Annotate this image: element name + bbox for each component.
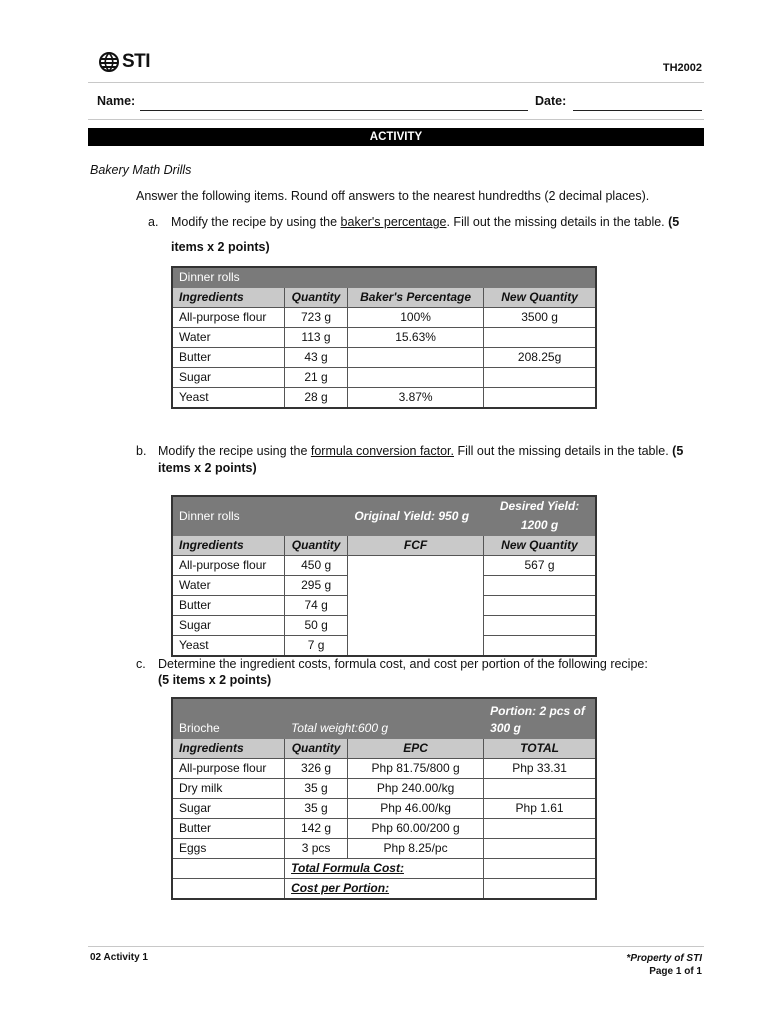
fcf-answer-cell[interactable] <box>348 556 484 657</box>
table-row <box>172 799 596 819</box>
answer-cell[interactable] <box>347 348 483 368</box>
cost-per-portion-label: Cost per Portion: <box>285 879 484 900</box>
cell: 723 g <box>285 308 348 328</box>
total-weight: Total weight:600 g <box>285 698 484 739</box>
answer-cell[interactable] <box>484 328 596 348</box>
globe-icon <box>98 51 120 73</box>
answer-cell[interactable] <box>484 368 596 388</box>
col-header: New Quantity <box>484 536 596 556</box>
cell: 35 g <box>285 799 348 819</box>
footer-right <box>626 952 702 978</box>
item-a-points: (5 <box>668 215 680 229</box>
col-header: Ingredients <box>172 739 285 759</box>
table-row <box>172 348 596 368</box>
cell: Butter <box>172 596 285 616</box>
cell: Php 240.00/kg <box>348 779 484 799</box>
col-header: Ingredients <box>172 536 285 556</box>
footer-page: Page 1 of 1 <box>649 966 702 977</box>
answer-cell[interactable] <box>484 636 596 657</box>
answer-cell[interactable] <box>484 839 596 859</box>
table-row <box>172 556 596 576</box>
table-c-title: Brioche <box>172 698 285 739</box>
cell: All-purpose flour <box>172 308 285 328</box>
item-c-letter: c. <box>136 657 146 671</box>
name-label: Name: <box>97 94 136 108</box>
answer-cell[interactable] <box>484 859 596 879</box>
item-b-points-cont: items x 2 points) <box>158 461 257 475</box>
footer-divider <box>88 946 704 947</box>
cell: Yeast <box>172 388 285 409</box>
table-row <box>172 328 596 348</box>
section-title: Bakery Math Drills <box>90 163 192 177</box>
cell: Butter <box>172 819 285 839</box>
table-bakers-percentage <box>171 266 597 409</box>
cell: Dry milk <box>172 779 285 799</box>
cell: Butter <box>172 348 285 368</box>
col-header: Baker's Percentage <box>347 288 483 308</box>
cell: 100% <box>347 308 483 328</box>
table-row <box>172 839 596 859</box>
table-formula-conversion <box>171 495 597 657</box>
cell: Sugar <box>172 368 285 388</box>
original-yield: Original Yield: 950 g <box>285 496 484 536</box>
col-header: Quantity <box>285 288 348 308</box>
table-row <box>172 388 596 409</box>
table-row <box>172 779 596 799</box>
table-row <box>172 819 596 839</box>
table-brioche-cost <box>171 697 597 900</box>
col-header: Quantity <box>285 536 348 556</box>
cell: Php 1.61 <box>484 799 596 819</box>
cell: Php 81.75/800 g <box>348 759 484 779</box>
item-a-points-cont: items x 2 points) <box>171 240 270 254</box>
cell: 28 g <box>285 388 348 409</box>
header-divider <box>88 82 704 83</box>
cell: 113 g <box>285 328 348 348</box>
cell: All-purpose flour <box>172 556 285 576</box>
item-a-text-post: . Fill out the missing details in the table. <box>446 215 669 229</box>
cell: 3 pcs <box>285 839 348 859</box>
table-a-title: Dinner rolls <box>172 267 596 288</box>
cell: Sugar <box>172 616 285 636</box>
cell: Eggs <box>172 839 285 859</box>
table-row <box>172 859 596 879</box>
table-b-title: Dinner rolls <box>172 496 285 536</box>
cell: Php 33.31 <box>484 759 596 779</box>
cell: 3500 g <box>484 308 596 328</box>
cell: Php 46.00/kg <box>348 799 484 819</box>
answer-cell[interactable] <box>484 388 596 409</box>
item-a-link: baker's percentage <box>340 215 447 229</box>
item-a-text-pre: Modify the recipe by using the <box>171 215 341 229</box>
portion: Portion: 2 pcs of 300 g <box>484 698 596 739</box>
item-b-text-post: Fill out the missing details in the table. <box>454 444 673 458</box>
col-header: Quantity <box>285 739 348 759</box>
item-b-link: formula conversion factor. <box>310 444 454 458</box>
instructions: Answer the following items. Round off answers to the nearest hundredths (2 decimal places). <box>136 189 650 203</box>
cell: Water <box>172 328 285 348</box>
cell: 450 g <box>285 556 348 576</box>
cell: 567 g <box>484 556 596 576</box>
table-row <box>172 368 596 388</box>
footer-property: *Property of STI <box>626 953 702 964</box>
cell: 208.25g <box>484 348 596 368</box>
cell: 7 g <box>285 636 348 657</box>
cell: 74 g <box>285 596 348 616</box>
cell: 21 g <box>285 368 348 388</box>
cell: Php 60.00/200 g <box>348 819 484 839</box>
cell: Sugar <box>172 799 285 819</box>
col-header: FCF <box>348 536 484 556</box>
col-header: Ingredients <box>172 288 285 308</box>
item-b-points: (5 <box>672 444 684 458</box>
col-header: TOTAL <box>484 739 596 759</box>
col-header: EPC <box>348 739 484 759</box>
total-formula-cost-label: Total Formula Cost: <box>285 859 484 879</box>
cell: 295 g <box>285 576 348 596</box>
cell: 35 g <box>285 779 348 799</box>
table-row <box>172 308 596 328</box>
name-field[interactable] <box>140 110 528 111</box>
cell: Php 8.25/pc <box>348 839 484 859</box>
desired-yield: Desired Yield: 1200 g <box>484 496 596 536</box>
item-c-text: Determine the ingredient costs, formula cost, and cost per portion of the following recipe: <box>158 657 648 671</box>
col-header: New Quantity <box>484 288 596 308</box>
document-code: TH2002 <box>662 62 702 74</box>
cell: Water <box>172 576 285 596</box>
form-divider <box>88 119 704 120</box>
item-b-text <box>158 444 708 458</box>
answer-cell[interactable] <box>484 879 596 900</box>
footer-left: 02 Activity 1 <box>90 952 148 963</box>
answer-cell[interactable] <box>484 616 596 636</box>
item-a-letter: a. <box>148 215 159 229</box>
answer-cell[interactable] <box>484 576 596 596</box>
item-b-letter: b. <box>136 444 147 458</box>
answer-cell[interactable] <box>484 819 596 839</box>
table-row <box>172 879 596 900</box>
cell <box>172 859 285 879</box>
date-label: Date: <box>535 94 567 108</box>
answer-cell[interactable] <box>347 368 483 388</box>
cell: 43 g <box>285 348 348 368</box>
item-b-text-pre: Modify the recipe using the <box>158 444 311 458</box>
cell: All-purpose flour <box>172 759 285 779</box>
date-field[interactable] <box>573 110 702 111</box>
sti-logo <box>98 50 150 74</box>
cell: Yeast <box>172 636 285 657</box>
item-c-points: (5 items x 2 points) <box>158 673 272 687</box>
activity-banner: ACTIVITY <box>88 128 704 146</box>
cell <box>172 879 285 900</box>
table-row <box>172 759 596 779</box>
cell: 50 g <box>285 616 348 636</box>
cell: 15.63% <box>347 328 483 348</box>
cell: 142 g <box>285 819 348 839</box>
answer-cell[interactable] <box>484 779 596 799</box>
item-a-text <box>171 215 711 229</box>
logo-text: STI <box>122 51 151 72</box>
cell: 326 g <box>285 759 348 779</box>
answer-cell[interactable] <box>484 596 596 616</box>
cell: 3.87% <box>347 388 483 409</box>
